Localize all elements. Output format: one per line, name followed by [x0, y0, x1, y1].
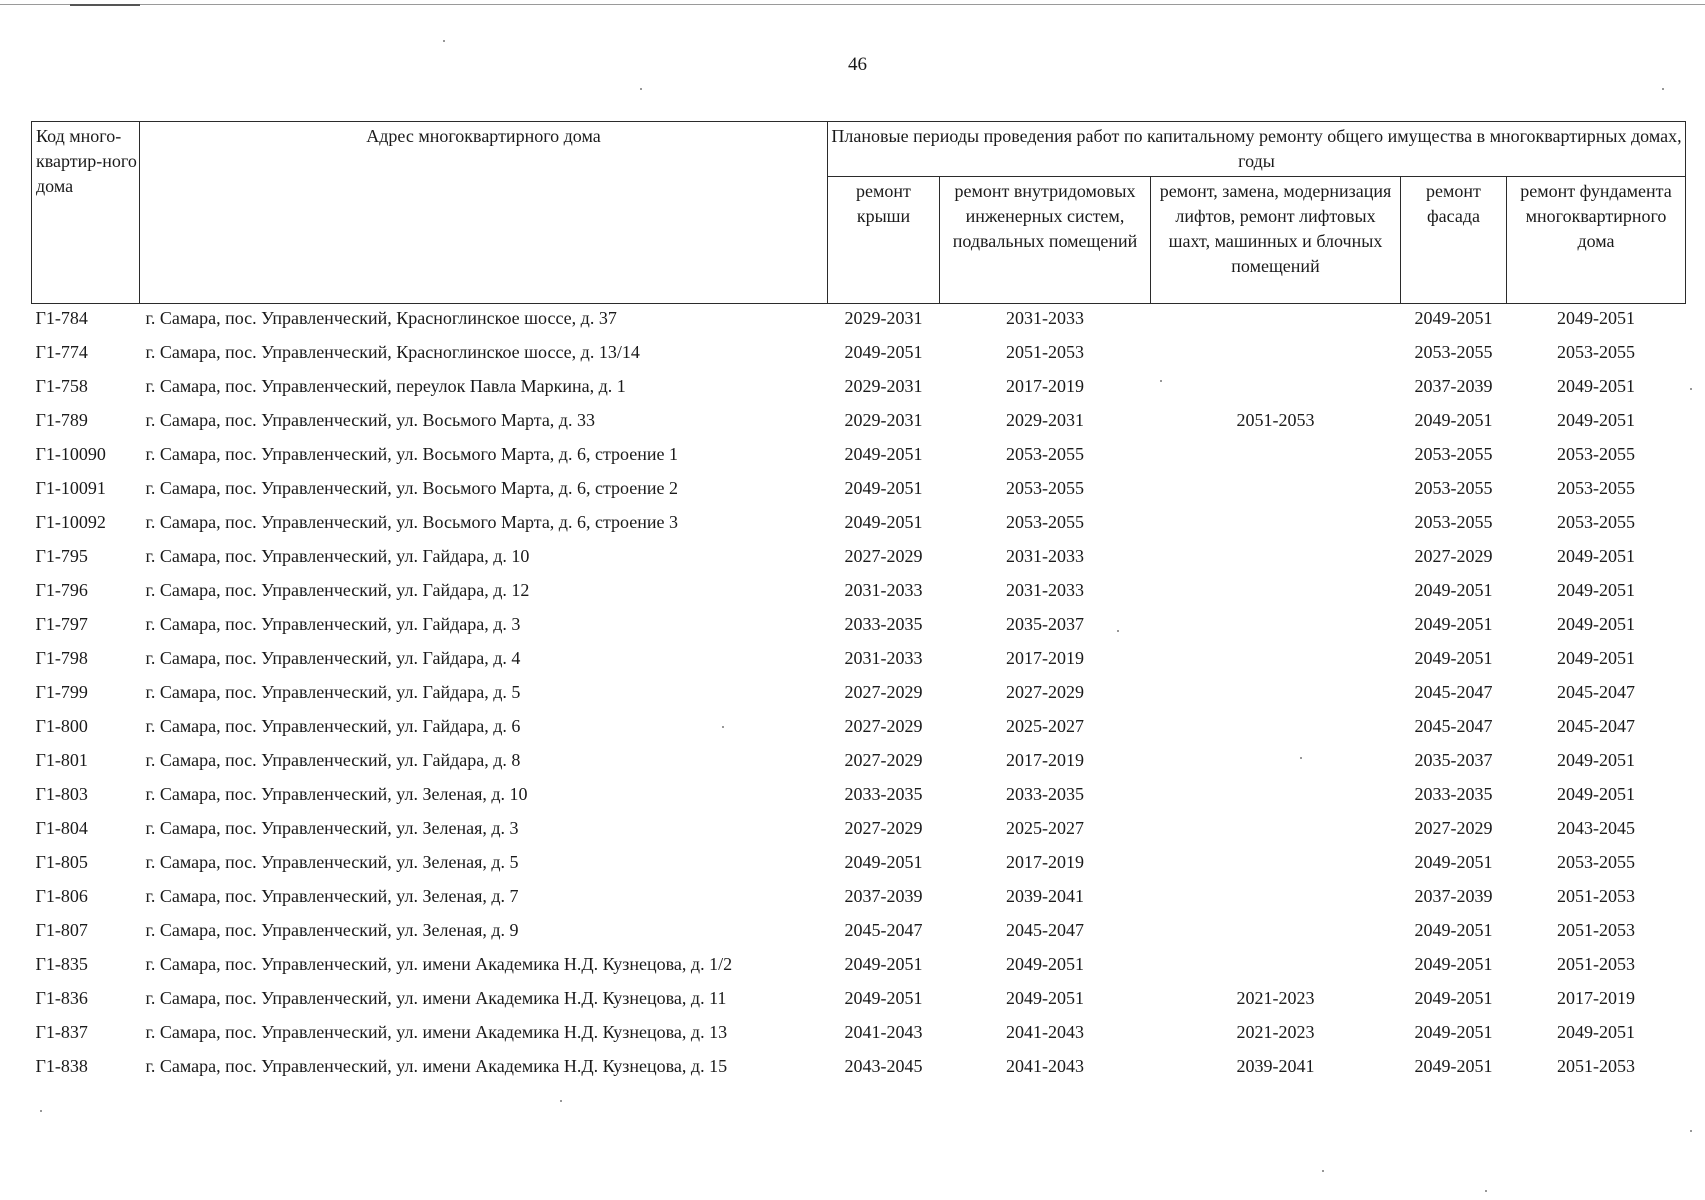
table-row: [32, 443, 1686, 477]
table-row: [32, 647, 1686, 681]
table-row: [32, 715, 1686, 749]
cell-roof-period: 2049-2051: [844, 512, 923, 532]
cell-engineering-period: 2017-2019: [1006, 750, 1084, 770]
cell-address: г. Самара, пос. Управленческий, ул. Гайдара, д. 5: [145, 682, 521, 702]
cell-facade-period: 2049-2051: [1414, 1022, 1493, 1042]
cell-roof-period: 2049-2051: [844, 478, 923, 498]
table-row: [32, 919, 1686, 953]
header-engineering: ремонт внутридомовых инженерных систем, подвальных помещений: [940, 177, 1151, 304]
cell-lifts-period: [1151, 477, 1401, 511]
cell-facade-period: 2045-2047: [1414, 716, 1493, 736]
cell-foundation-period: 2049-2051: [1557, 546, 1635, 566]
cell-roof-period: 2043-2045: [844, 1056, 923, 1076]
cell-roof-period: 2027-2029: [844, 818, 923, 838]
table-row: [32, 477, 1686, 511]
cell-foundation-period: 2053-2055: [1557, 852, 1635, 872]
cell-roof-period: 2045-2047: [844, 920, 923, 940]
cell-foundation-period: 2049-2051: [1557, 614, 1635, 634]
cell-code: Г1-789: [35, 410, 88, 430]
cell-lifts-period: [1151, 953, 1401, 987]
cell-code: Г1-800: [35, 716, 88, 736]
cell-address: г. Самара, пос. Управленческий, ул. имени Академика Н.Д. Кузнецова, д. 11: [145, 988, 727, 1008]
cell-engineering-period: 2017-2019: [1006, 852, 1084, 872]
cell-roof-period: 2041-2043: [844, 1022, 923, 1042]
cell-engineering-period: 2025-2027: [1006, 716, 1084, 736]
cell-code: Г1-795: [35, 546, 88, 566]
cell-engineering-period: 2045-2047: [1006, 920, 1084, 940]
table-row: [32, 749, 1686, 783]
cell-facade-period: 2053-2055: [1414, 342, 1493, 362]
cell-code: Г1-807: [35, 920, 88, 940]
cell-engineering-period: 2027-2029: [1006, 682, 1084, 702]
cell-engineering-period: 2053-2055: [1006, 478, 1084, 498]
cell-foundation-period: 2045-2047: [1557, 716, 1635, 736]
cell-code: Г1-784: [35, 308, 88, 328]
cell-lifts-period: [1151, 579, 1401, 613]
cell-address: г. Самара, пос. Управленческий, ул. Зеленая, д. 7: [145, 886, 519, 906]
cell-address: г. Самара, пос. Управленческий, ул. имени Академика Н.Д. Кузнецова, д. 15: [145, 1056, 728, 1076]
cell-foundation-period: 2053-2055: [1557, 512, 1635, 532]
cell-engineering-period: 2049-2051: [1006, 954, 1084, 974]
cell-roof-period: 2037-2039: [844, 886, 923, 906]
cell-facade-period: 2049-2051: [1414, 614, 1493, 634]
cell-roof-period: 2031-2033: [844, 648, 923, 668]
cell-lifts-period: [1151, 715, 1401, 749]
header-address: Адрес многоквартирного дома: [140, 122, 828, 304]
table-row: [32, 579, 1686, 613]
cell-foundation-period: 2051-2053: [1557, 954, 1635, 974]
table-row: [32, 953, 1686, 987]
cell-engineering-period: 2039-2041: [1006, 886, 1084, 906]
cell-lifts-period: [1151, 304, 1401, 342]
cell-engineering-period: 2051-2053: [1006, 342, 1084, 362]
cell-facade-period: 2049-2051: [1414, 308, 1493, 328]
cell-address: г. Самара, пос. Управленческий, ул. Гайдара, д. 3: [145, 614, 521, 634]
cell-code: Г1-798: [35, 648, 88, 668]
cell-lifts-period: [1151, 919, 1401, 953]
page-number: 46: [848, 54, 867, 75]
cell-lifts-period: [1151, 885, 1401, 919]
cell-code: Г1-799: [35, 682, 88, 702]
cell-facade-period: 2049-2051: [1414, 920, 1493, 940]
cell-roof-period: 2049-2051: [844, 444, 923, 464]
cell-address: г. Самара, пос. Управленческий, ул. Зеленая, д. 5: [145, 852, 519, 872]
table-row: [32, 613, 1686, 647]
cell-code: Г1-796: [35, 580, 88, 600]
cell-address: г. Самара, пос. Управленческий, ул. Гайдара, д. 4: [145, 648, 521, 668]
table-row: [32, 375, 1686, 409]
table-row: [32, 341, 1686, 375]
cell-facade-period: 2049-2051: [1414, 648, 1493, 668]
cell-roof-period: 2029-2031: [844, 410, 923, 430]
cell-address: г. Самара, пос. Управленческий, ул. Гайдара, д. 8: [145, 750, 521, 770]
cell-facade-period: 2053-2055: [1414, 512, 1493, 532]
table-row: [32, 817, 1686, 851]
cell-roof-period: 2031-2033: [844, 580, 923, 600]
cell-foundation-period: 2051-2053: [1557, 886, 1635, 906]
cell-address: г. Самара, пос. Управленческий, ул. Зеленая, д. 9: [145, 920, 519, 940]
cell-facade-period: 2037-2039: [1414, 376, 1493, 396]
cell-foundation-period: 2017-2019: [1557, 988, 1635, 1008]
cell-lifts-period: [1151, 749, 1401, 783]
cell-lifts-period: [1151, 375, 1401, 409]
cell-lifts-period: [1151, 545, 1401, 579]
table-row: [32, 851, 1686, 885]
cell-facade-period: 2035-2037: [1414, 750, 1493, 770]
cell-lifts-period: [1151, 511, 1401, 545]
cell-code: Г1-10091: [35, 478, 106, 498]
header-facade: ремонт фасада: [1401, 177, 1507, 304]
cell-facade-period: 2037-2039: [1414, 886, 1493, 906]
cell-roof-period: 2049-2051: [844, 342, 923, 362]
cell-facade-period: 2027-2029: [1414, 818, 1493, 838]
cell-address: г. Самара, пос. Управленческий, Красноглинское шоссе, д. 13/14: [145, 342, 640, 362]
cell-code: Г1-758: [35, 376, 88, 396]
cell-foundation-period: 2051-2053: [1557, 920, 1635, 940]
cell-code: Г1-806: [35, 886, 88, 906]
cell-roof-period: 2049-2051: [844, 852, 923, 872]
cell-address: г. Самара, пос. Управленческий, ул. Гайдара, д. 12: [145, 580, 530, 600]
table-row: [32, 681, 1686, 715]
cell-facade-period: 2049-2051: [1414, 852, 1493, 872]
scan-top-rule: [0, 4, 1705, 5]
cell-facade-period: 2033-2035: [1414, 784, 1493, 804]
cell-engineering-period: 2017-2019: [1006, 648, 1084, 668]
cell-facade-period: 2049-2051: [1414, 988, 1493, 1008]
cell-engineering-period: 2031-2033: [1006, 580, 1084, 600]
cell-foundation-period: 2053-2055: [1557, 444, 1635, 464]
cell-roof-period: 2049-2051: [844, 988, 923, 1008]
cell-address: г. Самара, пос. Управленческий, ул. Гайдара, д. 6: [145, 716, 521, 736]
header-planned-periods: Плановые периоды проведения работ по капитальному ремонту общего имущества в многоквартирных домах, годы: [828, 122, 1686, 177]
cell-address: г. Самара, пос. Управленческий, ул. Зеленая, д. 10: [145, 784, 528, 804]
cell-foundation-period: 2043-2045: [1557, 818, 1635, 838]
cell-foundation-period: 2049-2051: [1557, 308, 1635, 328]
cell-foundation-period: 2049-2051: [1557, 750, 1635, 770]
cell-code: Г1-836: [35, 988, 88, 1008]
cell-roof-period: 2027-2029: [844, 750, 923, 770]
cell-facade-period: 2027-2029: [1414, 546, 1493, 566]
cell-engineering-period: 2053-2055: [1006, 512, 1084, 532]
table-header: [32, 122, 1686, 304]
table-row: [32, 783, 1686, 817]
cell-code: Г1-797: [35, 614, 88, 634]
cell-roof-period: 2029-2031: [844, 376, 923, 396]
cell-address: г. Самара, пос. Управленческий, ул. Гайдара, д. 10: [145, 546, 530, 566]
cell-foundation-period: 2049-2051: [1557, 410, 1635, 430]
cell-lifts-period: 2039-2041: [1236, 1056, 1315, 1076]
cell-roof-period: 2033-2035: [844, 614, 923, 634]
table-row: [32, 409, 1686, 443]
cell-lifts-period: [1151, 443, 1401, 477]
cell-foundation-period: 2053-2055: [1557, 342, 1635, 362]
cell-lifts-period: [1151, 613, 1401, 647]
cell-foundation-period: 2049-2051: [1557, 1022, 1635, 1042]
cell-address: г. Самара, пос. Управленческий, ул. Восьмого Марта, д. 6, строение 1: [145, 444, 679, 464]
table-row: [32, 1021, 1686, 1055]
cell-address: г. Самара, пос. Управленческий, ул. Восьмого Марта, д. 33: [145, 410, 595, 430]
cell-address: г. Самара, пос. Управленческий, ул. имени Академика Н.Д. Кузнецова, д. 1/2: [145, 954, 733, 974]
cell-address: г. Самара, пос. Управленческий, Красноглинское шоссе, д. 37: [145, 308, 617, 328]
cell-foundation-period: 2053-2055: [1557, 478, 1635, 498]
cell-foundation-period: 2049-2051: [1557, 648, 1635, 668]
cell-foundation-period: 2045-2047: [1557, 682, 1635, 702]
cell-facade-period: 2049-2051: [1414, 410, 1493, 430]
cell-roof-period: 2027-2029: [844, 716, 923, 736]
cell-code: Г1-801: [35, 750, 88, 770]
table-row: [32, 1055, 1686, 1089]
cell-engineering-period: 2033-2035: [1006, 784, 1084, 804]
header-roof: ремонт крыши: [828, 177, 940, 304]
cell-code: Г1-774: [35, 342, 88, 362]
scan-top-mark: [70, 4, 140, 6]
cell-code: Г1-803: [35, 784, 88, 804]
cell-foundation-period: 2051-2053: [1557, 1056, 1635, 1076]
table-row: [32, 304, 1686, 342]
cell-engineering-period: 2049-2051: [1006, 988, 1084, 1008]
header-code: Код много-квартир-ного дома: [32, 122, 140, 304]
table-row: [32, 545, 1686, 579]
cell-facade-period: 2053-2055: [1414, 444, 1493, 464]
cell-facade-period: 2049-2051: [1414, 954, 1493, 974]
cell-roof-period: 2029-2031: [844, 308, 923, 328]
cell-roof-period: 2033-2035: [844, 784, 923, 804]
cell-address: г. Самара, пос. Управленческий, ул. Зеленая, д. 3: [145, 818, 519, 838]
cell-roof-period: 2049-2051: [844, 954, 923, 974]
capital-repair-schedule-table: [31, 121, 1686, 1089]
cell-engineering-period: 2053-2055: [1006, 444, 1084, 464]
header-lifts: ремонт, замена, модернизация лифтов, ремонт лифтовых шахт, машинных и блочных помещений: [1151, 177, 1401, 304]
cell-code: Г1-804: [35, 818, 88, 838]
cell-code: Г1-835: [35, 954, 88, 974]
cell-engineering-period: 2017-2019: [1006, 376, 1084, 396]
cell-lifts-period: 2021-2023: [1236, 1022, 1315, 1042]
cell-code: Г1-805: [35, 852, 88, 872]
cell-lifts-period: [1151, 647, 1401, 681]
cell-code: Г1-838: [35, 1056, 88, 1076]
cell-code: Г1-837: [35, 1022, 88, 1042]
cell-engineering-period: 2035-2037: [1006, 614, 1084, 634]
cell-engineering-period: 2025-2027: [1006, 818, 1084, 838]
table-body: [32, 304, 1686, 1090]
cell-code: Г1-10092: [35, 512, 106, 532]
cell-lifts-period: [1151, 681, 1401, 715]
cell-lifts-period: [1151, 341, 1401, 375]
cell-lifts-period: 2051-2053: [1236, 410, 1315, 430]
cell-facade-period: 2053-2055: [1414, 478, 1493, 498]
cell-lifts-period: [1151, 783, 1401, 817]
cell-engineering-period: 2041-2043: [1006, 1022, 1084, 1042]
cell-lifts-period: [1151, 851, 1401, 885]
cell-engineering-period: 2031-2033: [1006, 308, 1084, 328]
header-row-top: [32, 122, 1686, 177]
cell-lifts-period: [1151, 817, 1401, 851]
cell-facade-period: 2049-2051: [1414, 580, 1493, 600]
cell-foundation-period: 2049-2051: [1557, 580, 1635, 600]
cell-code: Г1-10090: [35, 444, 106, 464]
table-row: [32, 987, 1686, 1021]
cell-address: г. Самара, пос. Управленческий, ул. Восьмого Марта, д. 6, строение 3: [145, 512, 679, 532]
table-row: [32, 511, 1686, 545]
header-foundation: ремонт фундамента многоквартирного дома: [1507, 177, 1686, 304]
cell-facade-period: 2045-2047: [1414, 682, 1493, 702]
cell-address: г. Самара, пос. Управленческий, ул. имени Академика Н.Д. Кузнецова, д. 13: [145, 1022, 728, 1042]
cell-foundation-period: 2049-2051: [1557, 784, 1635, 804]
cell-foundation-period: 2049-2051: [1557, 376, 1635, 396]
cell-engineering-period: 2031-2033: [1006, 546, 1084, 566]
cell-address: г. Самара, пос. Управленческий, ул. Восьмого Марта, д. 6, строение 2: [145, 478, 679, 498]
cell-engineering-period: 2029-2031: [1006, 410, 1084, 430]
cell-facade-period: 2049-2051: [1414, 1056, 1493, 1076]
cell-roof-period: 2027-2029: [844, 682, 923, 702]
cell-roof-period: 2027-2029: [844, 546, 923, 566]
table-row: [32, 885, 1686, 919]
cell-engineering-period: 2041-2043: [1006, 1056, 1084, 1076]
cell-lifts-period: 2021-2023: [1236, 988, 1315, 1008]
cell-address: г. Самара, пос. Управленческий, переулок Павла Маркина, д. 1: [145, 376, 626, 396]
